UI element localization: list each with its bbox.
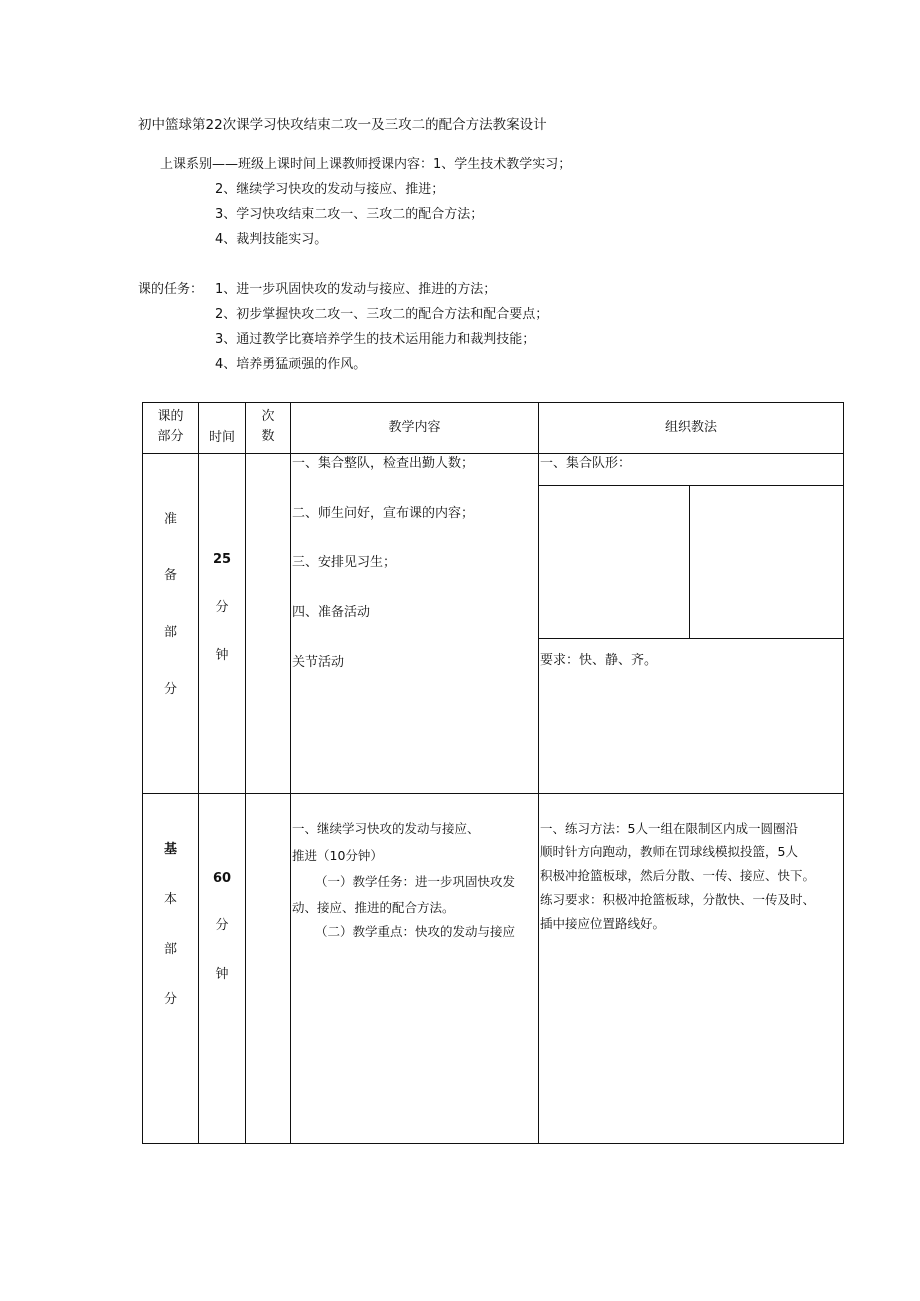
- basic-content-line: 推进（10分钟）: [292, 848, 383, 863]
- prep-content-item: 三、安排见习生；: [292, 555, 397, 570]
- basic-part-char: 部: [163, 942, 177, 957]
- basic-method-line: 练习要求：积极冲抢篮板球，分散快、一传及时、: [540, 892, 816, 907]
- header-count-line: 数: [261, 429, 275, 444]
- basic-method-line: 积极冲抢篮板球，然后分散、一传、接应、快下。: [540, 868, 816, 883]
- task-item: 4、培养勇猛顽强的作风。: [215, 357, 367, 372]
- page-title: 初中篮球第22次课学习快攻结束二攻一及三攻二的配合方法教案设计: [138, 117, 547, 133]
- task-item: 2、初步掌握快攻二攻一、三攻二的配合方法和配合要点；: [215, 307, 549, 322]
- prep-time-value: 25: [212, 552, 232, 567]
- basic-content-line: 一、继续学习快攻的发动与接应、: [292, 821, 480, 836]
- basic-method-line: 顺时针方向跑动，教师在罚球线模拟投篮，5人: [540, 844, 798, 859]
- basic-time-unit: 分: [215, 918, 229, 933]
- content-item: 3、学习快攻结束二攻一、三攻二的配合方法；: [215, 207, 484, 222]
- prep-part-char: 准: [163, 512, 177, 527]
- prep-content-item: 四、准备活动: [292, 605, 371, 620]
- header-part-line: 部分: [157, 429, 184, 444]
- prep-content-item: 一、集合整队，检查出勤人数；: [292, 456, 475, 471]
- header-method: 组织教法: [664, 420, 717, 435]
- basic-time-unit: 钟: [215, 967, 229, 982]
- prep-method-requirement: 要求：快、静、齐。: [540, 653, 658, 668]
- basic-content-line: 动、接应、推进的配合方法。: [292, 900, 455, 915]
- prep-part-char: 分: [163, 682, 177, 697]
- tasks-label: 课的任务：: [138, 282, 204, 297]
- basic-method-line: 插中接应位置路线好。: [540, 916, 666, 931]
- header-count: [246, 409, 290, 445]
- basic-time-value: 60: [212, 871, 232, 886]
- basic-part-char: 本: [163, 892, 177, 907]
- prep-content-item: 关节活动: [292, 655, 345, 670]
- basic-content-line: （二）教学重点：快攻的发动与接应: [315, 924, 516, 939]
- prep-time-unit: 钟: [215, 648, 229, 663]
- prep-content-item: 二、师生问好，宣布课的内容；: [292, 506, 475, 521]
- task-item: 1、进一步巩固快攻的发动与接应、推进的方法；: [215, 282, 497, 297]
- basic-method-line: 一、练习方法：5人一组在限制区内成一圆圈沿: [540, 821, 798, 836]
- basic-content-line: （一）教学任务：进一步巩固快攻发: [315, 874, 516, 889]
- task-item: 3、通过教学比赛培养学生的技术运用能力和裁判技能；: [215, 332, 536, 347]
- header-part-line: 课的: [157, 409, 184, 424]
- prep-part-char: 备: [163, 568, 177, 583]
- header-time: 时间: [208, 430, 235, 445]
- prep-part-char: 部: [163, 625, 177, 640]
- header-count-line: 次: [261, 409, 275, 424]
- prep-time-unit: 分: [215, 600, 229, 615]
- header-part: [143, 409, 198, 445]
- basic-part-char: 基: [163, 842, 177, 857]
- prep-method-formation: 一、集合队形：: [540, 456, 632, 471]
- content-item: 2、继续学习快攻的发动与接应、推进；: [215, 182, 445, 197]
- basic-part-char: 分: [163, 992, 177, 1007]
- content-item: 4、裁判技能实习。: [215, 232, 328, 247]
- header-content: 教学内容: [388, 420, 441, 435]
- header-line: 上课系别——班级上课时间上课教师授课内容：1、学生技术教学实习；: [160, 157, 572, 172]
